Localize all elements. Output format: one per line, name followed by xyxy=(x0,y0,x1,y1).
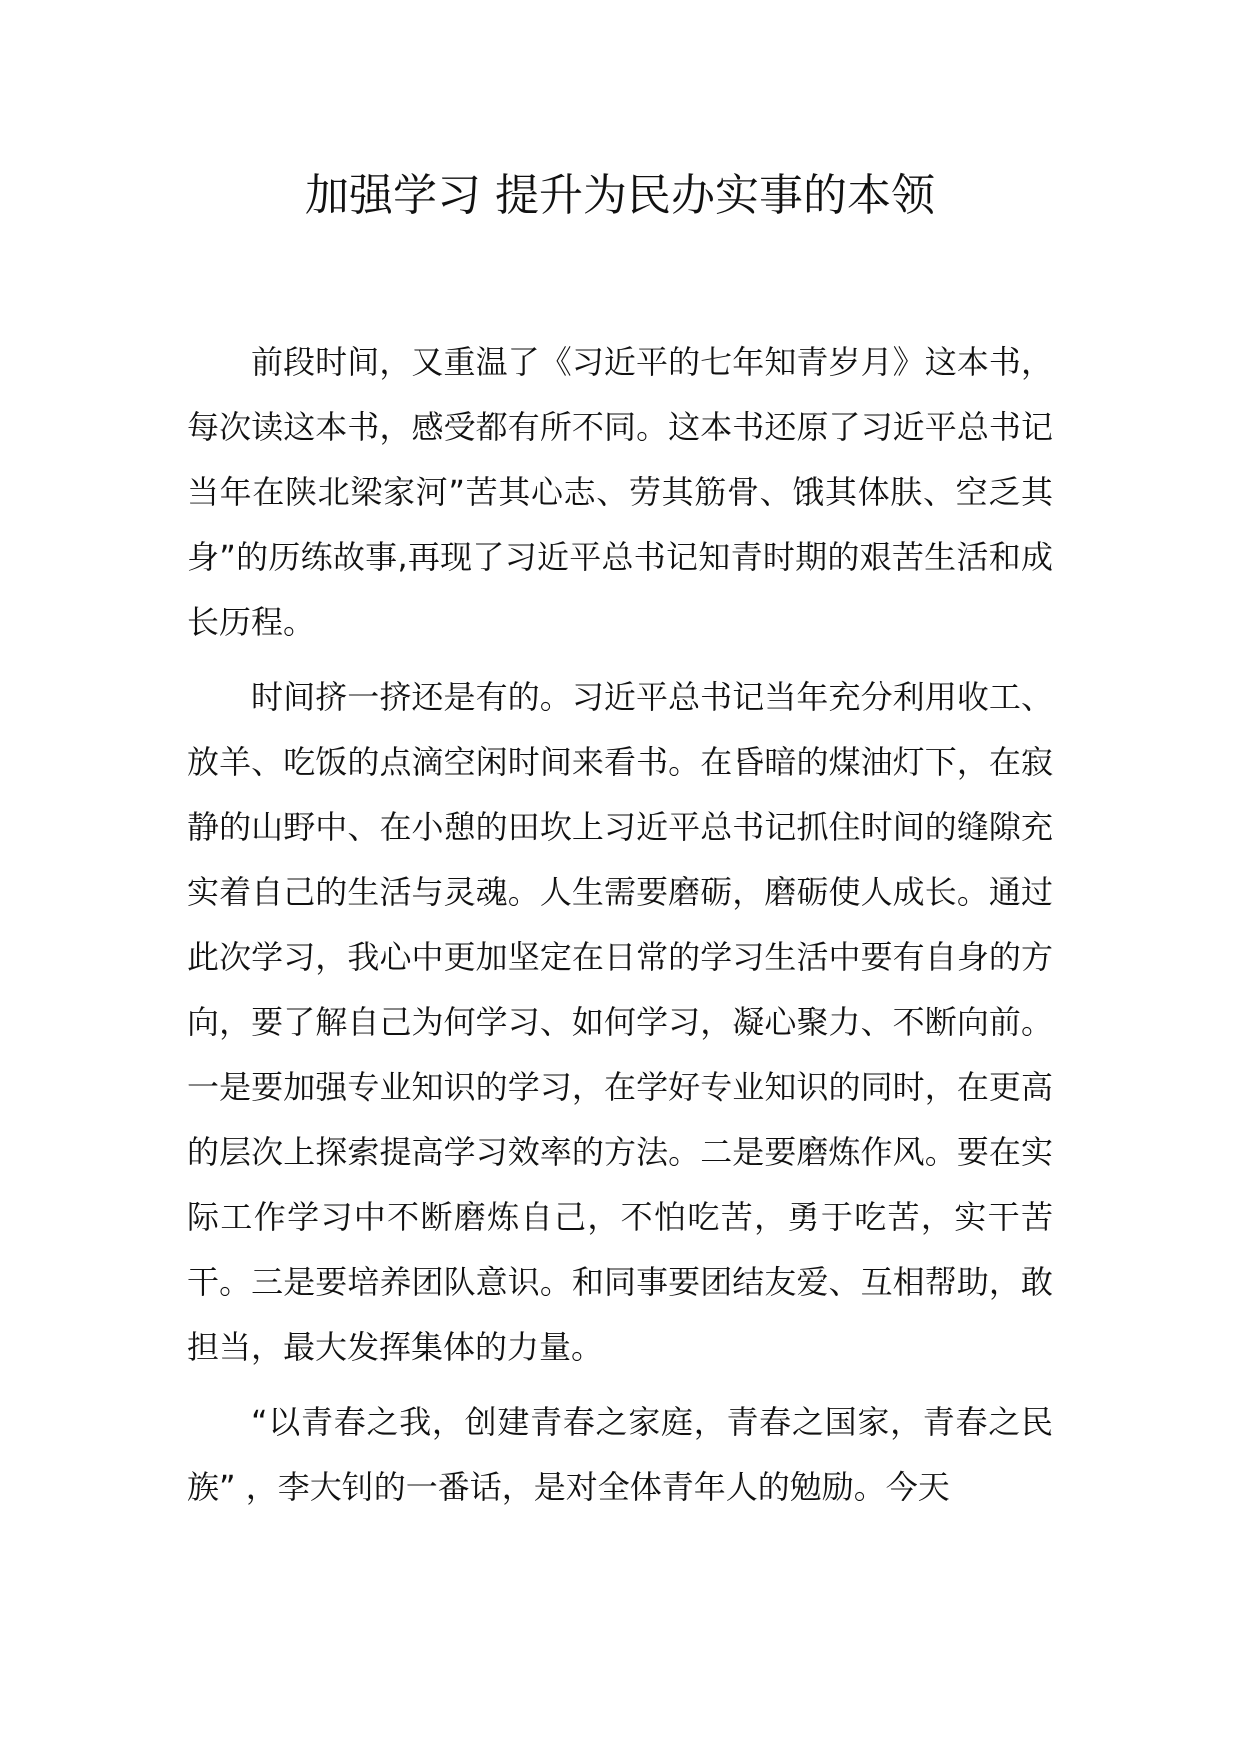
paragraph: 前段时间，又重温了《习近平的七年知青岁月》这本书，每次读这本书，感受都有所不同。这本书还原了习近平总书记当年在陕北梁家河”苦其心志、劳其筋骨、饿其体肤、空乏其身”的历练故事,再现了习近平总书记知青时期的艰苦生活和成长历程。 xyxy=(187,343,1053,641)
document-title: 加强学习 提升为民办实事的本领 xyxy=(305,170,935,221)
paragraph: “以青春之我，创建青春之家庭，青春之国家，青春之民族” ，李大钊的一番话，是对全体青年人的勉励。今天 xyxy=(187,1403,1053,1506)
paragraph: 时间挤一挤还是有的。习近平总书记当年充分利用收工、放羊、吃饭的点滴空闲时间来看书。在昏暗的煤油灯下，在寂静的山野中、在小憩的田坎上习近平总书记抓住时间的缝隙充实着自己的生活与灵魂。人生需要磨砺，磨砺使人成长。通过此次学习，我心中更加坚定在日常的学习生活中要有自身的方向，要了解自己为何学习、如何学习，凝心聚力、不断向前。一是要加强专业知识的学习，在学好专业知识的同时，在更高的层次上探索提高学习效率的方法。二是要磨炼作风。要在实际工作学习中不断磨炼自己，不怕吃苦，勇于吃苦，实干苦干。三是要培养团队意识。和同事要团结友爱、互相帮助，敢担当，最大发挥集体的力量。 xyxy=(187,678,1053,1366)
document-body xyxy=(187,330,1053,1530)
